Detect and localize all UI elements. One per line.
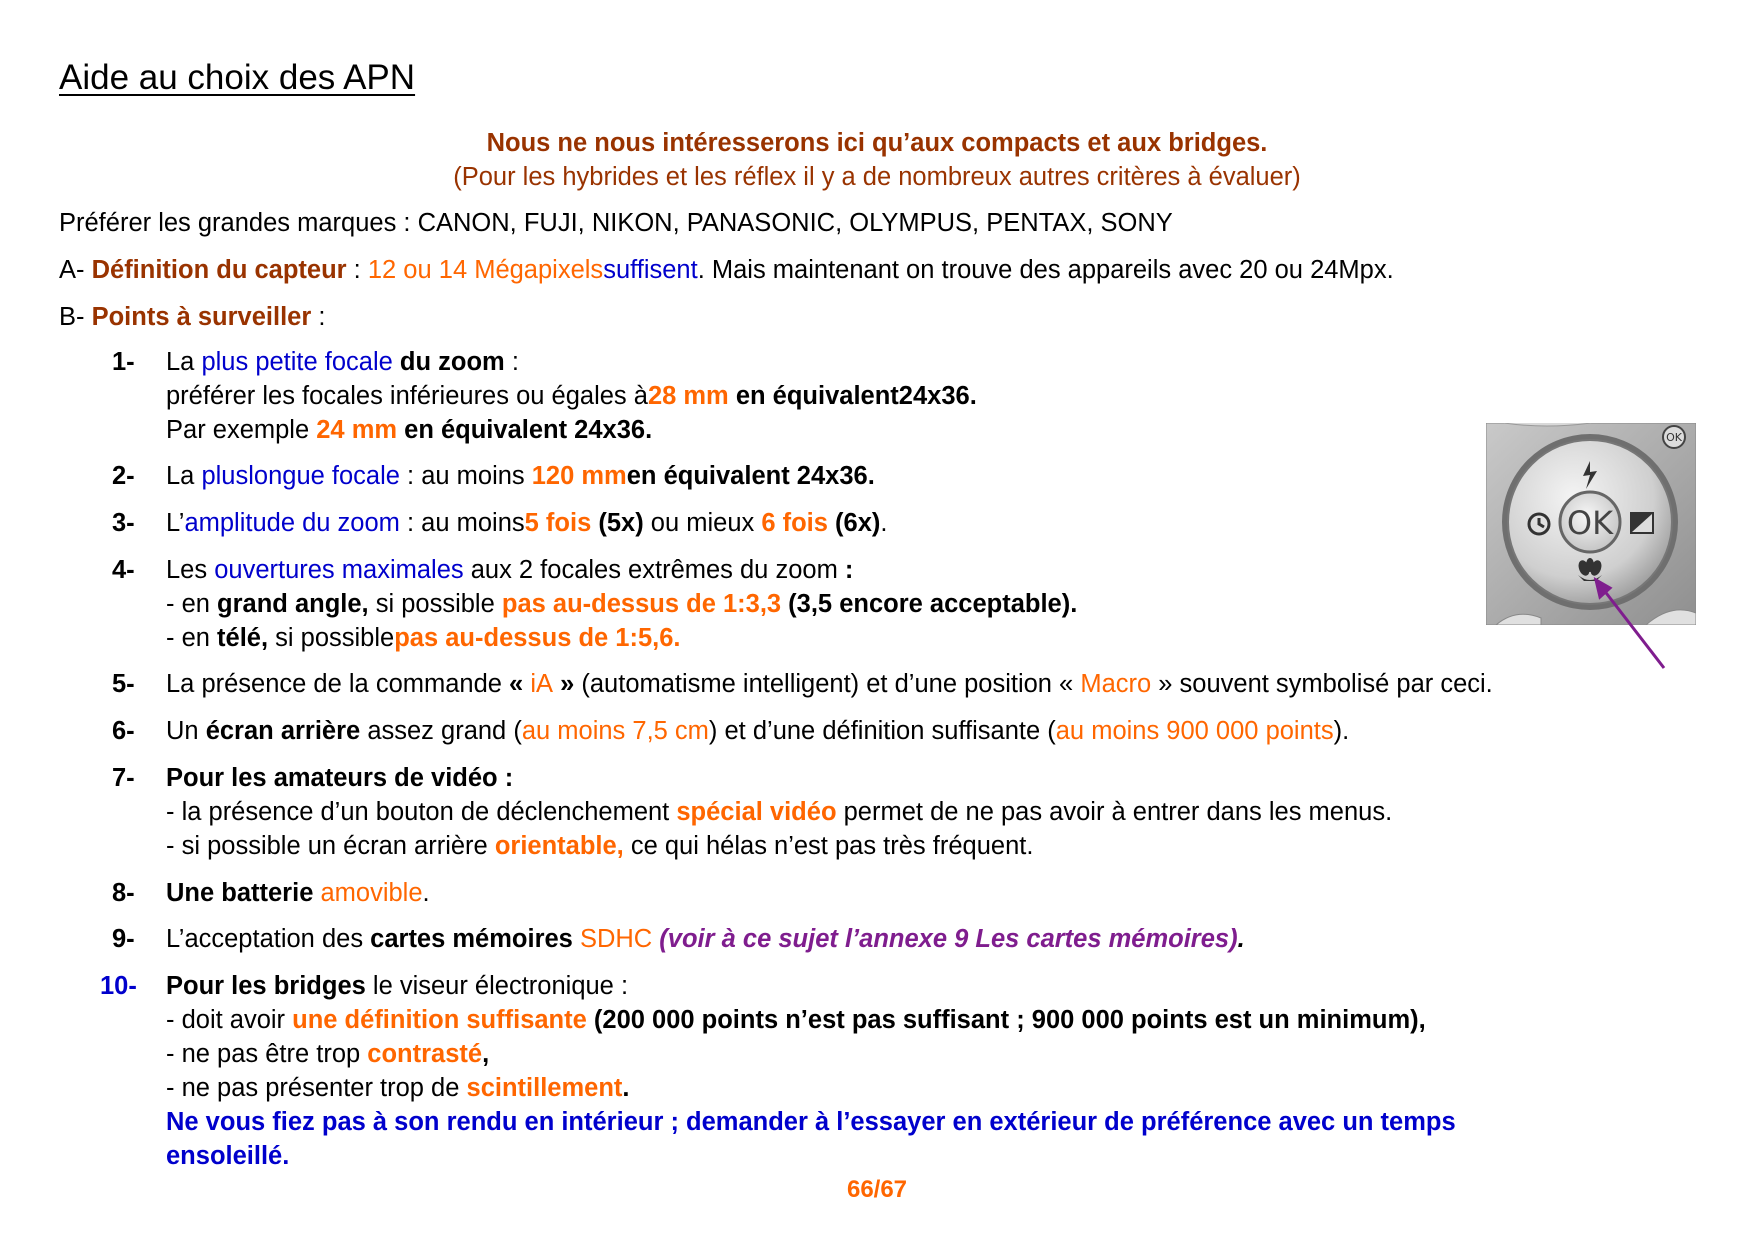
item-3-highlight: amplitude du zoom bbox=[184, 509, 400, 537]
item-3-value-2: 6 fois bbox=[761, 509, 828, 537]
item-10-l4-period: . bbox=[622, 1074, 630, 1102]
item-7-line-1: Pour les amateurs de vidéo : bbox=[166, 764, 514, 792]
page-number: 66/67 bbox=[846, 1176, 908, 1203]
item-6-number: 6- bbox=[112, 717, 135, 745]
item-4-l2-value: pas au-dessus de 1:3,3 bbox=[501, 590, 782, 618]
item-9-sdhc: SDHC bbox=[572, 925, 653, 953]
section-b-colon: : bbox=[311, 303, 326, 331]
item-3-number: 3- bbox=[112, 509, 135, 537]
item-7-l3-text-2: ce qui hélas n’est pas très fréquent. bbox=[623, 832, 1034, 860]
item-10-l2-text: - doit avoir bbox=[166, 1006, 293, 1034]
section-b-prefix: B- bbox=[59, 303, 92, 331]
item-6-text: Un bbox=[166, 717, 206, 745]
item-10-line-3 bbox=[166, 1037, 489, 1071]
item-4-text: Les bbox=[166, 556, 215, 584]
item-4-text-2: aux 2 focales extrêmes du zoom bbox=[463, 556, 845, 584]
item-5-number: 5- bbox=[112, 670, 135, 698]
item-5-text-2: (automatisme intelligent) et d’une position « bbox=[574, 670, 1081, 698]
item-1-l2-bold: en équivalent24x36. bbox=[728, 382, 977, 410]
intro-line-1: Nous ne nous intéresserons ici qu’aux compacts et aux bridges. bbox=[486, 129, 1268, 157]
item-9-bold: cartes mémoires bbox=[370, 925, 573, 953]
item-7-line-3 bbox=[166, 829, 1033, 863]
item-9-line bbox=[166, 922, 1245, 956]
item-3-bold-1: (5x) bbox=[591, 509, 644, 537]
item-6-text-3: ) et d’une définition suffisante ( bbox=[708, 717, 1056, 745]
item-9-text: L’acceptation des bbox=[166, 925, 371, 953]
item-10-line-1 bbox=[166, 969, 628, 1003]
item-1-text: La bbox=[166, 348, 202, 376]
section-a-label: Définition du capteur bbox=[91, 256, 347, 284]
item-5-quote-open: « bbox=[509, 670, 531, 698]
item-3-text-2: : au moins bbox=[399, 509, 525, 537]
item-5-line bbox=[166, 667, 1493, 701]
item-4-l2-bold: grand angle, bbox=[217, 590, 369, 618]
item-1-l2-value: 28 mm bbox=[647, 382, 729, 410]
item-9-number: 9- bbox=[112, 925, 135, 953]
item-4-l2-text-2: si possible bbox=[368, 590, 502, 618]
item-7-l2-text-2: permet de ne pas avoir à entrer dans les menus. bbox=[836, 798, 1393, 826]
item-4-l3-text: - en bbox=[166, 624, 218, 652]
item-10-text: le viseur électronique : bbox=[365, 972, 629, 1000]
item-1-l3-value: 24 mm bbox=[316, 416, 398, 444]
item-1-number: 1- bbox=[112, 348, 135, 376]
item-4-line-2 bbox=[166, 587, 1077, 621]
item-4-l2-bold-2: (3,5 encore acceptable). bbox=[781, 590, 1078, 618]
item-7-line-2 bbox=[166, 795, 1392, 829]
item-5-quote-close: » bbox=[553, 670, 575, 698]
camera-ok-label: OK bbox=[1566, 504, 1614, 542]
item-1-bold: du zoom bbox=[392, 348, 505, 376]
item-8-number: 8- bbox=[112, 879, 135, 907]
item-10-line-5: Ne vous fiez pas à son rendu en intérieur ; demander à l’essayer en extérieur de préférence avec un temps bbox=[166, 1108, 1456, 1136]
item-1-line-1 bbox=[166, 345, 519, 379]
item-4-highlight: ouvertures maximales bbox=[214, 556, 464, 584]
item-3-bold-2: (6x) bbox=[827, 509, 881, 537]
item-1-l3-text: Par exemple bbox=[166, 416, 317, 444]
section-a-verb: suffisent bbox=[603, 256, 698, 284]
item-1-line-3 bbox=[166, 413, 652, 447]
item-10-l3-text: - ne pas être trop bbox=[166, 1040, 368, 1068]
section-b bbox=[59, 300, 325, 334]
item-5-text: La présence de la commande bbox=[166, 670, 510, 698]
item-3-period: . bbox=[880, 509, 888, 537]
item-10-l4-text: - ne pas présenter trop de bbox=[166, 1074, 467, 1102]
item-7-l3-value: orientable, bbox=[494, 832, 624, 860]
camera-corner-ok-label: OK bbox=[1666, 431, 1682, 444]
item-6-text-2: assez grand ( bbox=[360, 717, 522, 745]
item-10-l2-bold: (200 000 points n’est pas suffisant ; 900 000 points est un minimum), bbox=[586, 1006, 1426, 1034]
section-a-value: 12 ou 14 Mégapixels bbox=[367, 256, 604, 284]
item-1-l3-bold: en équivalent 24x36. bbox=[397, 416, 653, 444]
item-4-l3-bold: télé, bbox=[217, 624, 269, 652]
item-10-line-6: ensoleillé. bbox=[166, 1142, 290, 1170]
item-1-colon: : bbox=[504, 348, 519, 376]
item-3-text: L’ bbox=[166, 509, 185, 537]
item-5-macro: Macro bbox=[1080, 670, 1152, 698]
item-2-highlight: pluslongue focale bbox=[201, 462, 400, 490]
item-1-line-2 bbox=[166, 379, 977, 413]
item-4-l3-value: pas au-dessus de 1:5,6. bbox=[394, 624, 681, 652]
exposure-compensation-icon bbox=[1630, 512, 1654, 534]
item-6-value-1: au moins 7,5 cm bbox=[521, 717, 709, 745]
item-3-value-1: 5 fois bbox=[524, 509, 592, 537]
item-5-ia: iA bbox=[530, 670, 554, 698]
item-9-annex-link: (voir à ce sujet l’annexe 9 Les cartes mémoires) bbox=[652, 925, 1238, 953]
item-2-line bbox=[166, 459, 875, 493]
item-1-l2-text: préférer les focales inférieures ou égales à bbox=[166, 382, 648, 410]
item-6-text-4: ). bbox=[1333, 717, 1350, 745]
section-a-prefix: A- bbox=[59, 256, 92, 284]
item-4-number: 4- bbox=[112, 556, 135, 584]
intro-line-2: (Pour les hybrides et les réflex il y a de nombreux autres critères à évaluer) bbox=[453, 163, 1301, 191]
item-8-value: amovible bbox=[320, 879, 423, 907]
item-4-l2-text: - en bbox=[166, 590, 218, 618]
section-a-colon: : bbox=[346, 256, 368, 284]
item-2-text-2: : au moins bbox=[399, 462, 532, 490]
item-2-number: 2- bbox=[112, 462, 135, 490]
item-6-bold: écran arrière bbox=[205, 717, 361, 745]
item-8-line bbox=[166, 876, 430, 910]
item-7-l2-value: spécial vidéo bbox=[676, 798, 837, 826]
item-3-line bbox=[166, 506, 887, 540]
item-5-text-3: » souvent symbolisé par ceci. bbox=[1151, 670, 1493, 698]
item-10-l2-value: une définition suffisante bbox=[292, 1006, 587, 1034]
item-4-l3-text-2: si possible bbox=[268, 624, 395, 652]
item-4-line-3 bbox=[166, 621, 681, 655]
section-a-rest: . Mais maintenant on trouve des appareils avec 20 ou 24Mpx. bbox=[697, 256, 1394, 284]
item-7-l3-text: - si possible un écran arrière bbox=[166, 832, 495, 860]
item-4-line-1 bbox=[166, 553, 853, 587]
item-2-text: La bbox=[166, 462, 202, 490]
item-6-line bbox=[166, 714, 1349, 748]
page-title: Aide au choix des APN bbox=[59, 58, 416, 97]
item-2-bold: en équivalent 24x36. bbox=[626, 462, 875, 490]
item-2-value: 120 mm bbox=[531, 462, 627, 490]
item-10-line-2 bbox=[166, 1003, 1426, 1037]
item-8-period: . bbox=[422, 879, 430, 907]
item-10-l4-value: scintillement bbox=[466, 1074, 623, 1102]
section-a bbox=[59, 253, 1394, 287]
item-10-number: 10- bbox=[100, 972, 137, 1000]
item-10-line-4 bbox=[166, 1071, 630, 1105]
item-10-l3-value: contrasté bbox=[367, 1040, 483, 1068]
item-1-highlight: plus petite focale bbox=[201, 348, 393, 376]
item-7-number: 7- bbox=[112, 764, 135, 792]
item-6-value-2: au moins 900 000 points bbox=[1055, 717, 1334, 745]
item-9-period: . bbox=[1237, 925, 1245, 953]
brands-line: Préférer les grandes marques : CANON, FUJI, NIKON, PANASONIC, OLYMPUS, PENTAX, SONY bbox=[59, 209, 1173, 237]
section-b-label: Points à surveiller bbox=[91, 303, 312, 331]
item-3-text-3: ou mieux bbox=[643, 509, 762, 537]
item-10-l3-comma: , bbox=[482, 1040, 490, 1068]
item-4-colon: : bbox=[844, 556, 854, 584]
item-10-bold: Pour les bridges bbox=[166, 972, 366, 1000]
item-7-l2-text: - la présence d’un bouton de déclenchement bbox=[166, 798, 677, 826]
camera-dial-image bbox=[1486, 423, 1696, 625]
item-8-bold: Une batterie bbox=[166, 879, 321, 907]
